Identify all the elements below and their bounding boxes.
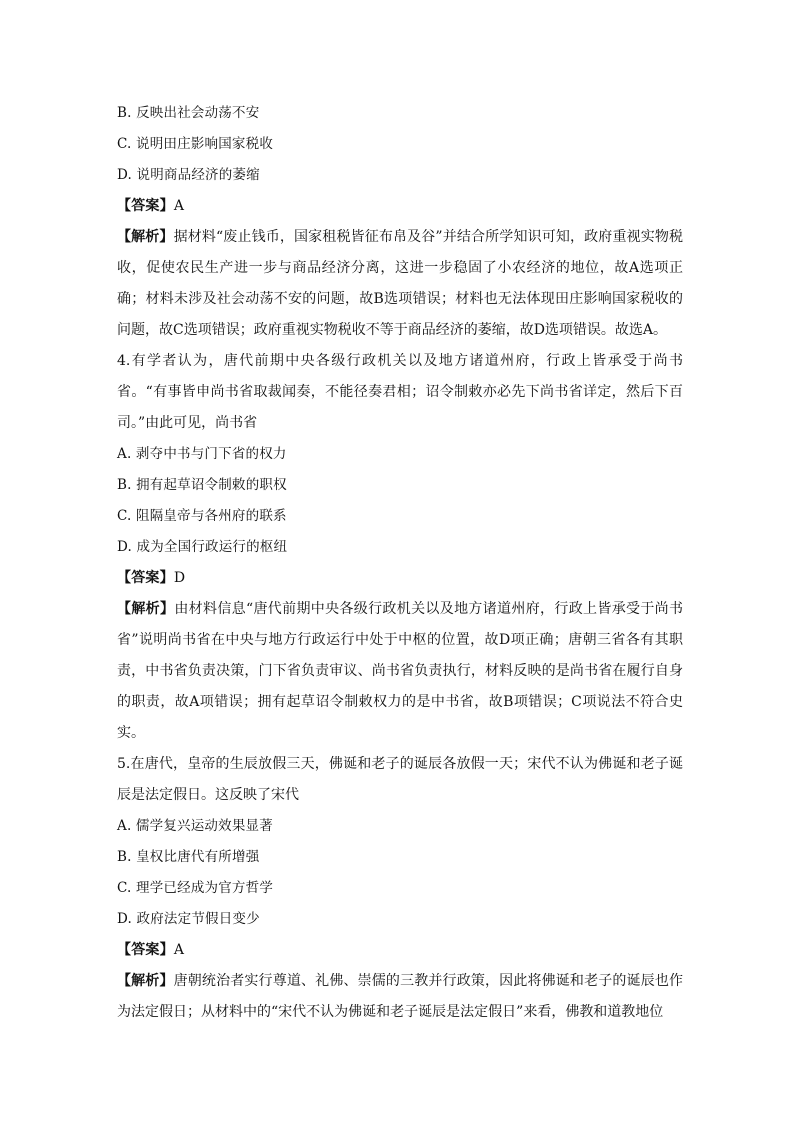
q4-option-a: A. 剥夺中书与门下省的权力	[117, 446, 287, 462]
q4-analysis	[117, 594, 683, 749]
q3-option-b: B. 反映出社会动荡不安	[117, 105, 260, 121]
q3-option-c: C. 说明田庄影响国家税收	[117, 136, 274, 152]
q5-option-d: D. 政府法定节假日变少	[117, 911, 260, 927]
q4-answer	[117, 563, 683, 594]
document-page	[117, 98, 683, 1028]
q4-stem: 4.有学者认为，唐代前期中央各级行政机关以及地方诸道州府，行政上皆承受于尚书省。“有事皆申尚书省取裁闻奏，不能径奏君相；诏令制敕亦必先下尚书省详定，然后下百司。”由此可见，尚书省	[117, 353, 683, 431]
q4-option-b: B. 拥有起草诏令制敕的职权	[117, 477, 287, 493]
q5-answer	[117, 935, 683, 966]
q4-option-d: D. 成为全国行政运行的枢纽	[117, 539, 288, 555]
answer-label: 【答案】	[117, 942, 174, 958]
q5-option-b: B. 皇权比唐代有所增强	[117, 849, 260, 865]
answer-label: 【答案】	[117, 198, 174, 214]
answer-value: A	[173, 198, 185, 214]
q4-option-c: C. 阻隔皇帝与各州府的联系	[117, 508, 287, 524]
answer-value: A	[173, 942, 185, 958]
analysis-text: 唐朝统治者实行尊道、礼佛、崇儒的三教并行政策，因此将佛诞和老子的诞辰也作为法定假日；从材料中的“宋代不认为佛诞和老子诞辰是法定假日”来看，佛教和道教地位	[117, 973, 684, 1020]
q5-option-c: C. 理学已经成为官方哲学	[117, 880, 274, 896]
q5-analysis	[117, 966, 683, 1028]
analysis-text: 据材料“废止钱币，国家租税皆征布帛及谷”并结合所学知识可知，政府重视实物税收，促使农民生产进一步与商品经济分离，这进一步稳固了小农经济的地位，故A选项正确；材料未涉及社会动荡不安的问题，故B选项错误；材料也无法体现田庄影响国家税收的问题，故C选项错误；政府重视实物税收不等于商品经济的萎缩，故D选项错误。故选A。	[117, 229, 684, 338]
analysis-label: 【解析】	[117, 973, 174, 989]
answer-value: D	[173, 570, 186, 586]
q5-option-a: A. 儒学复兴运动效果显著	[117, 818, 273, 834]
analysis-text: 由材料信息“唐代前期中央各级行政机关以及地方诸道州府，行政上皆承受于尚书省”说明尚书省在中央与地方行政运行中处于中枢的位置，故D项正确；唐朝三省各有其职责，中书省负责决策，门下省负责审议、尚书省负责执行，材料反映的是尚书省在履行自身的职责，故A项错误；拥有起草诏令制敕权力的是中书省，故B项错误；C项说法不符合史实。	[117, 601, 684, 741]
analysis-label: 【解析】	[117, 601, 175, 617]
q5-stem: 5.在唐代，皇帝的生辰放假三天，佛诞和老子的诞辰各放假一天；宋代不认为佛诞和老子诞辰是法定假日。这反映了宋代	[117, 756, 683, 803]
analysis-label: 【解析】	[117, 229, 174, 245]
q3-option-d: D. 说明商品经济的萎缩	[117, 167, 260, 183]
q3-answer	[117, 191, 683, 222]
q3-analysis	[117, 222, 683, 346]
answer-label: 【答案】	[117, 570, 174, 586]
